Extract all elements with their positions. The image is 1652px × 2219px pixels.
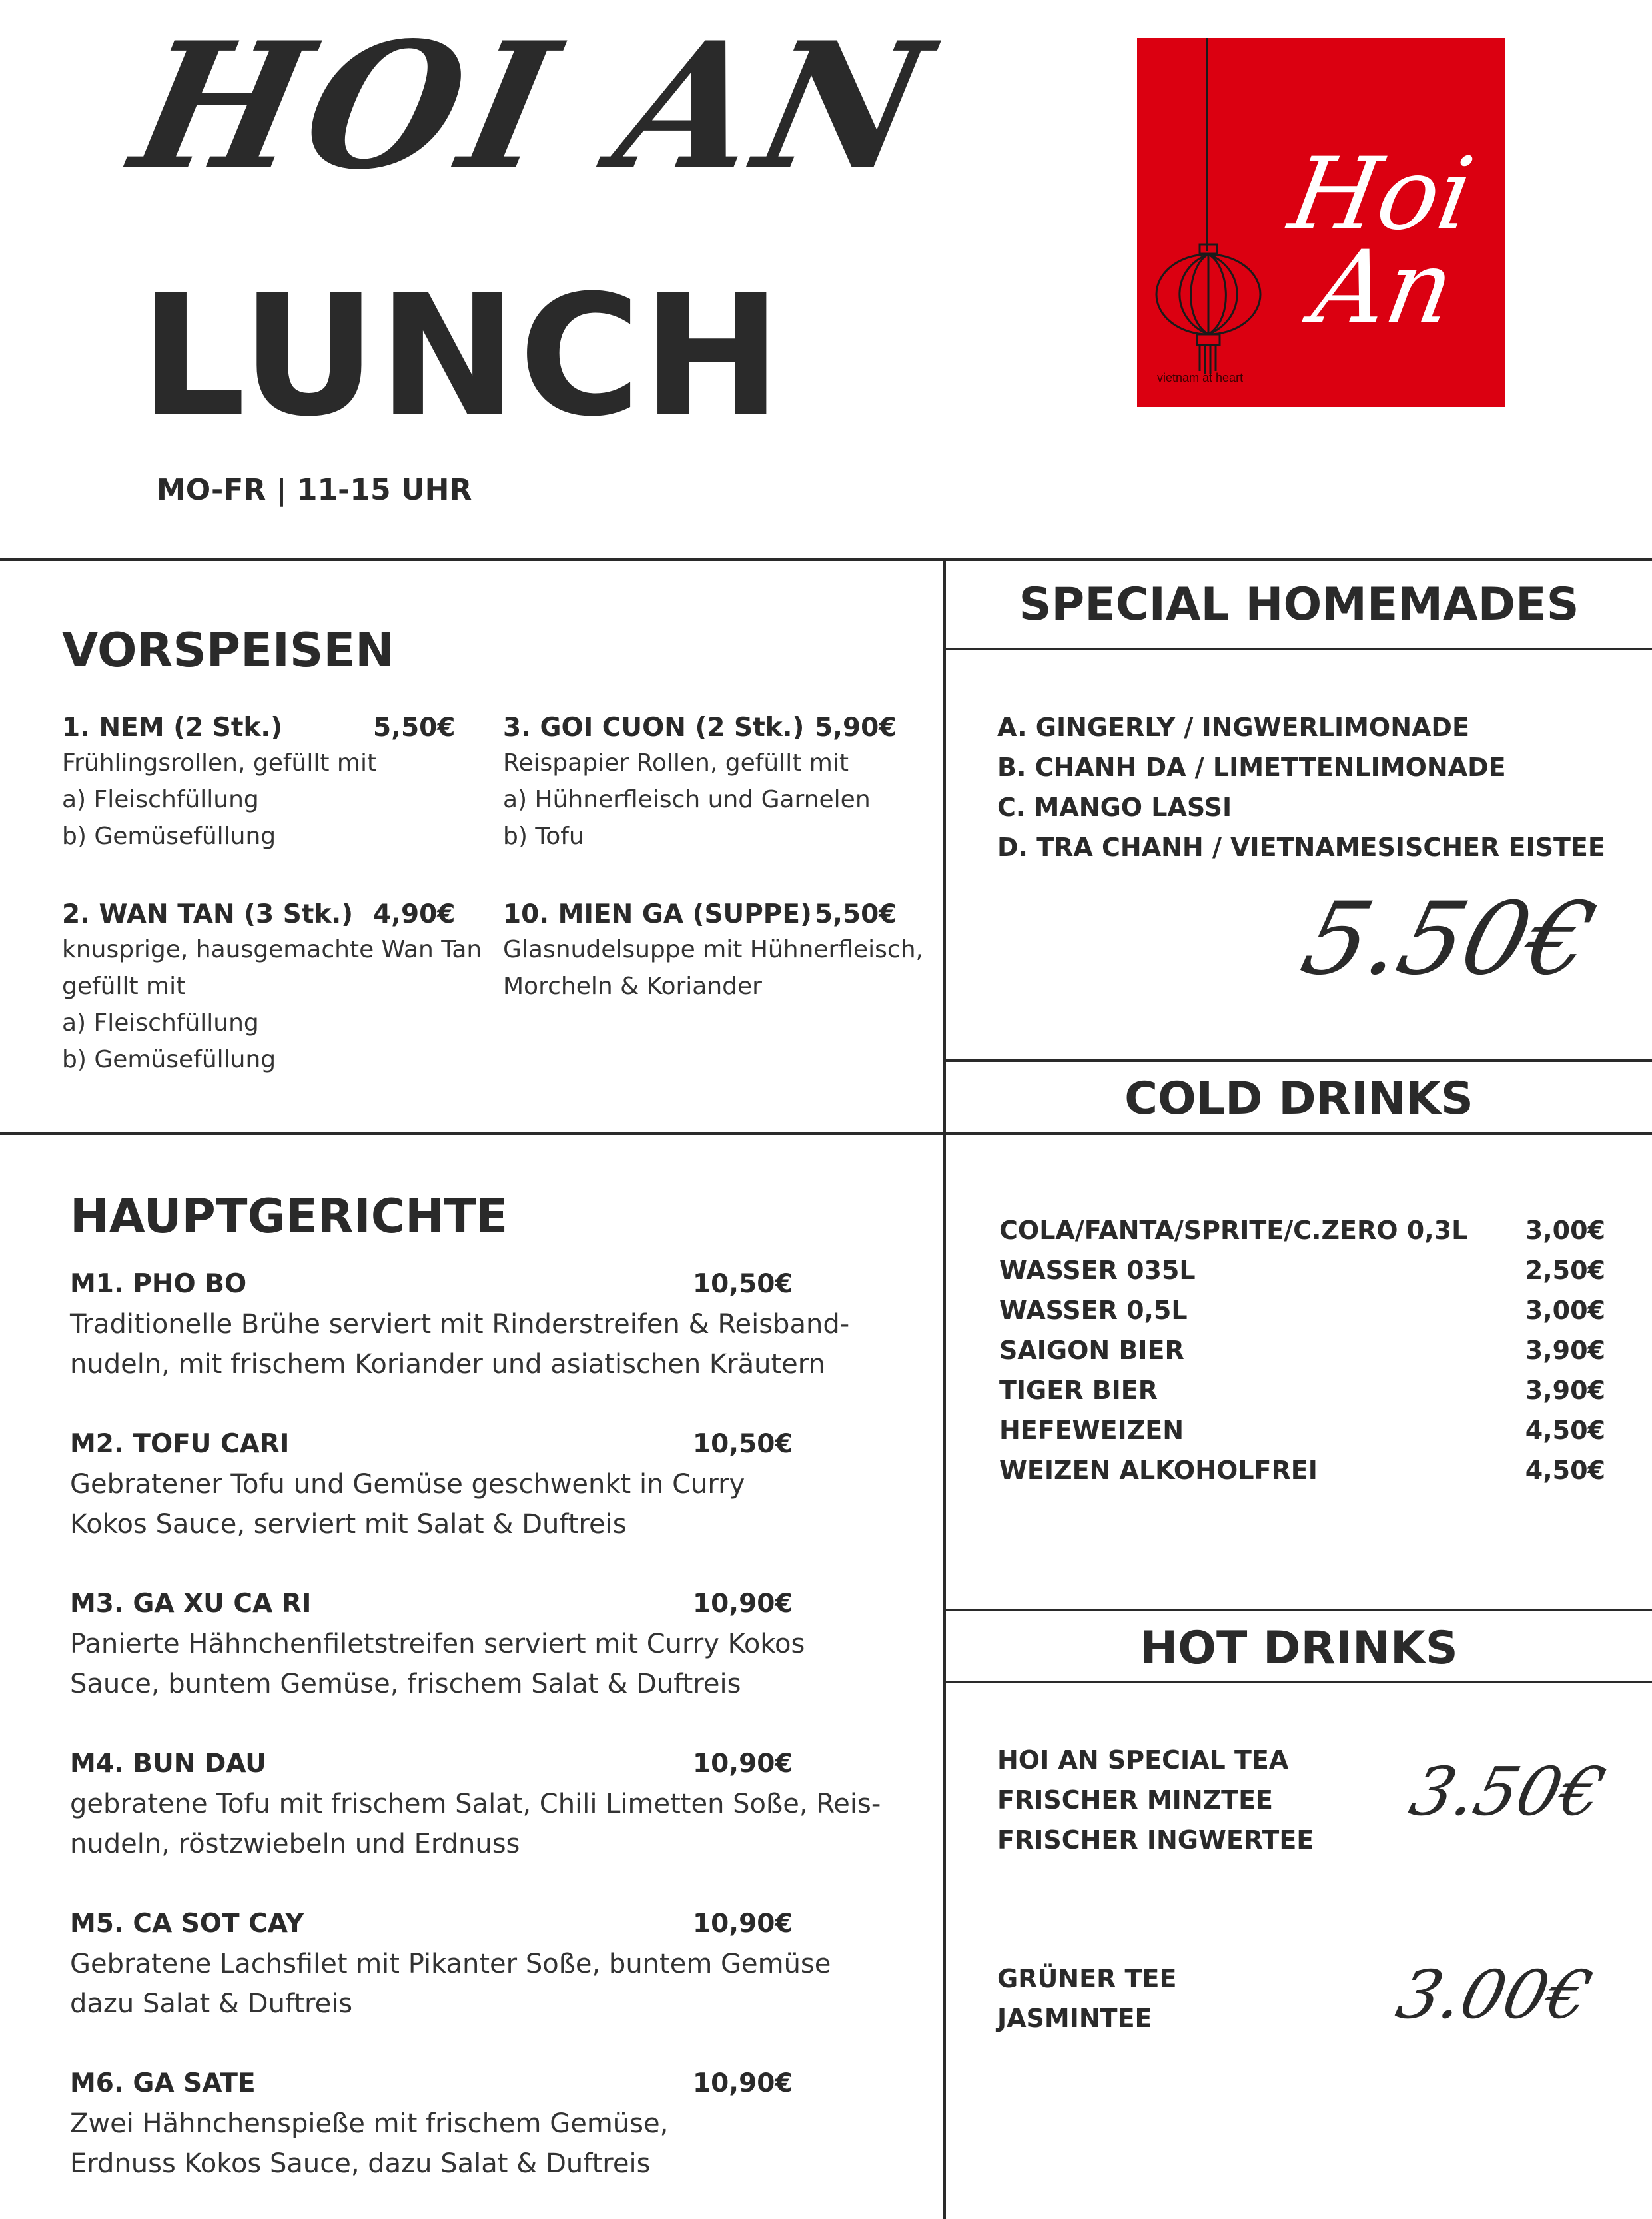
desc-line: Zwei Hähnchenspieße mit frischem Gemüse, — [70, 2108, 669, 2139]
desc-line: Gebratene Lachsfilet mit Pikanter Soße, buntem Gemüse — [70, 1949, 831, 1979]
item-description — [70, 1944, 831, 2024]
logo-script-line2: An — [1305, 230, 1462, 346]
special-homemades-list — [997, 707, 1605, 867]
brush-title: HOI AN — [118, 5, 951, 208]
cold-drink-row — [999, 1456, 1605, 1496]
desc-line: b) Tofu — [503, 823, 584, 850]
drink-item: C. MANGO LASSI — [997, 793, 1232, 822]
item-price: 10,50€ — [693, 1429, 793, 1459]
desc-line: Traditionelle Brühe serviert mit Rinderstreifen & Reisband- — [70, 1309, 850, 1340]
desc-line: nudeln, röstzwiebeln und Erdnuss — [70, 1829, 520, 1859]
drink-name: WASSER 035L — [999, 1256, 1196, 1285]
cold-drink-row — [999, 1336, 1605, 1376]
item-name: M4. BUN DAU — [70, 1749, 266, 1779]
item-price: 5,90€ — [815, 713, 897, 743]
item-price: 10,50€ — [693, 1269, 793, 1299]
desc-line: gebratene Tofu mit frischem Salat, Chili Limetten Soße, Reis- — [70, 1789, 881, 1819]
desc-line: Sauce, buntem Gemüse, frischem Salat & Duftreis — [70, 1669, 741, 1699]
drink-price: 3,90€ — [1525, 1376, 1605, 1405]
drink-item: FRISCHER INGWERTEE — [997, 1825, 1314, 1855]
desc-line: Frühlingsrollen, gefüllt mit — [62, 749, 377, 777]
logo-script-line1: Hoi — [1282, 137, 1481, 252]
drink-item: JASMINTEE — [997, 2004, 1152, 2033]
item-name: M6. GA SATE — [70, 2068, 256, 2098]
cold-drink-row — [999, 1376, 1605, 1416]
desc-line: Gebratener Tofu und Gemüse geschwenkt in Curry — [70, 1469, 745, 1500]
item-description — [70, 2104, 668, 2184]
item-name: 3. GOI CUON (2 Stk.) — [503, 713, 805, 743]
desc-line: gefüllt mit — [62, 973, 186, 1000]
section-heading-cold-drinks: COLD DRINKS — [1124, 1073, 1473, 1125]
lantern-string — [1206, 38, 1208, 251]
desc-line: Morcheln & Koriander — [503, 973, 762, 1000]
desc-line: Panierte Hähnchenfiletstreifen serviert mit Curry Kokos — [70, 1629, 805, 1659]
divider-vertical — [943, 558, 946, 2219]
cold-drink-row — [999, 1216, 1605, 1256]
item-name: M5. CA SOT CAY — [70, 1909, 304, 1939]
divider-cold-top — [943, 1059, 1652, 1062]
desc-line: Glasnudelsuppe mit Hühnerfleisch, — [503, 936, 923, 963]
item-price: 5,50€ — [815, 899, 897, 929]
logo-tagline: vietnam at heart — [1157, 371, 1244, 384]
item-price: 10,90€ — [693, 1749, 793, 1779]
drink-item: GRÜNER TEE — [997, 1964, 1177, 1993]
item-description — [70, 1784, 881, 1864]
item-description — [62, 745, 376, 855]
restaurant-logo — [1137, 38, 1505, 407]
item-description — [70, 1304, 849, 1384]
special-homemades-price: 5.50€ — [1291, 881, 1607, 997]
item-price: 5,50€ — [373, 713, 456, 743]
divider-hot-heading — [943, 1681, 1652, 1683]
drink-price: 3,00€ — [1525, 1216, 1605, 1245]
drink-item: FRISCHER MINZTEE — [997, 1785, 1274, 1815]
item-name: 1. NEM (2 Stk.) — [62, 713, 283, 743]
item-name: 2. WAN TAN (3 Stk.) — [62, 899, 354, 929]
section-heading-hot-drinks: HOT DRINKS — [1140, 1622, 1458, 1675]
drink-price: 4,50€ — [1525, 1416, 1605, 1445]
lantern-icon — [1152, 238, 1265, 384]
desc-line: a) Hühnerfleisch und Garnelen — [503, 786, 871, 813]
item-description — [503, 931, 923, 1005]
section-heading-hauptgerichte: HAUPTGERICHTE — [70, 1189, 508, 1244]
drink-price: 3,90€ — [1525, 1336, 1605, 1365]
section-heading-special-homemades: SPECIAL HOMEMADES — [1019, 578, 1579, 631]
desc-line: knusprige, hausgemachte Wan Tan — [62, 936, 482, 963]
drink-price: 3,00€ — [1525, 1296, 1605, 1325]
drink-item: HOI AN SPECIAL TEA — [997, 1745, 1289, 1775]
item-description — [70, 1624, 805, 1704]
drink-name: HEFEWEIZEN — [999, 1416, 1184, 1445]
page-title: LUNCH — [140, 259, 783, 453]
cold-drink-row — [999, 1296, 1605, 1336]
desc-line: Erdnuss Kokos Sauce, dazu Salat & Duftreis — [70, 2148, 651, 2179]
drink-item: A. GINGERLY / INGWERLIMONADE — [997, 713, 1469, 742]
drink-name: TIGER BIER — [999, 1376, 1158, 1405]
desc-line: a) Fleischfüllung — [62, 1009, 259, 1037]
drink-item: D. TRA CHANH / VIETNAMESISCHER EISTEE — [997, 833, 1605, 862]
item-description — [503, 745, 871, 855]
desc-line: a) Fleischfüllung — [62, 786, 259, 813]
cold-drink-row — [999, 1256, 1605, 1296]
hot-drinks-group-1 — [997, 1740, 1314, 1860]
cold-drink-row — [999, 1416, 1605, 1456]
divider-top — [0, 558, 1652, 561]
item-name: M2. TOFU CARI — [70, 1429, 290, 1459]
item-price: 4,90€ — [373, 899, 456, 929]
hot-drinks-group-2 — [997, 1959, 1176, 2038]
drink-price: 4,50€ — [1525, 1456, 1605, 1485]
item-description — [70, 1464, 745, 1544]
desc-line: nudeln, mit frischem Koriander und asiatischen Kräutern — [70, 1349, 825, 1380]
item-price: 10,90€ — [693, 2068, 793, 2098]
divider-special-heading — [943, 648, 1652, 650]
item-price: 10,90€ — [693, 1909, 793, 1939]
item-price: 10,90€ — [693, 1589, 793, 1619]
opening-hours: MO-FR | 11-15 UHR — [157, 473, 472, 507]
divider-middle — [0, 1132, 1652, 1135]
drink-name: WEIZEN ALKOHOLFREI — [999, 1456, 1318, 1485]
drink-name: WASSER 0,5L — [999, 1296, 1188, 1325]
hot-drinks-price-1: 3.50€ — [1402, 1753, 1613, 1831]
divider-hot-top — [943, 1609, 1652, 1611]
drink-price: 2,50€ — [1525, 1256, 1605, 1285]
drink-name: COLA/FANTA/SPRITE/C.ZERO 0,3L — [999, 1216, 1468, 1245]
desc-line: b) Gemüsefüllung — [62, 823, 276, 850]
drink-name: SAIGON BIER — [999, 1336, 1184, 1365]
hot-drinks-price-2: 3.00€ — [1389, 1956, 1599, 2034]
desc-line: dazu Salat & Duftreis — [70, 1989, 353, 2019]
item-name: M3. GA XU CA RI — [70, 1589, 312, 1619]
item-name: M1. PHO BO — [70, 1269, 247, 1299]
desc-line: Reispapier Rollen, gefüllt mit — [503, 749, 849, 777]
section-heading-vorspeisen: VORSPEISEN — [62, 623, 394, 677]
item-description — [62, 931, 482, 1078]
item-name: 10. MIEN GA (SUPPE) — [503, 899, 812, 929]
logo-script — [1266, 137, 1505, 346]
desc-line: Kokos Sauce, serviert mit Salat & Duftreis — [70, 1509, 627, 1540]
drink-item: B. CHANH DA / LIMETTENLIMONADE — [997, 753, 1506, 782]
desc-line: b) Gemüsefüllung — [62, 1046, 276, 1073]
